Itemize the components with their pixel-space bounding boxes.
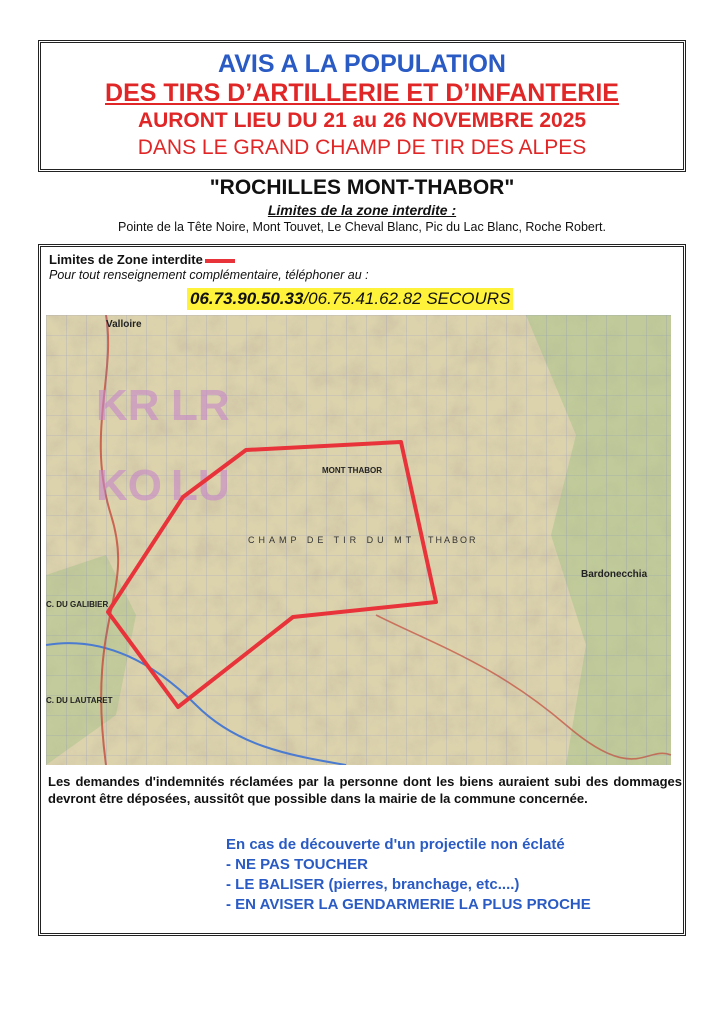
map-label-galibier: C. DU GALIBIER: [46, 600, 109, 609]
header-line-4: DANS LE GRAND CHAMP DE TIR DES ALPES: [137, 136, 587, 159]
warning-item-3: - EN AVISER LA GENDARMERIE LA PLUS PROCHE: [226, 896, 591, 913]
legend-line-swatch: [205, 259, 235, 263]
header-line-2: DES TIRS D’ARTILLERIE ET D’INFANTERIE: [105, 79, 619, 107]
warning-item-1: - NE PAS TOUCHER: [226, 856, 368, 873]
map-label-ko: KO: [96, 461, 162, 510]
map-label-bardonecchia: Bardonecchia: [581, 569, 648, 580]
phone-numbers[interactable]: [187, 288, 513, 310]
map-label-thabor: THABOR: [428, 535, 478, 545]
limits-heading: Limites de la zone interdite :: [267, 202, 457, 218]
legend-label: Limites de Zone interdite: [49, 252, 203, 267]
map-label-mont-thabor: MONT THABOR: [322, 466, 382, 475]
header-box: [38, 40, 686, 172]
main-box: [38, 244, 686, 936]
phone-main[interactable]: 06.73.90.50.33: [190, 289, 304, 308]
warning-item-2: - LE BALISER (pierres, branchage, etc....): [226, 876, 520, 893]
map-svg: [46, 315, 671, 765]
indemnities-notice: Les demandes d'indemnités réclamées par la personne dont les biens auraient subi des dommages devront être déposées, aussitôt que possible dans la mairie de la commune concernée.: [48, 774, 682, 806]
legend: [49, 252, 235, 267]
info-text: Pour tout renseignement complémentaire, téléphoner au :: [49, 268, 369, 282]
map-label-champ-de-tir: CHAMP DE TIR DU MT: [248, 535, 416, 545]
phone-secours[interactable]: /06.75.41.62.82 SECOURS: [303, 289, 511, 308]
map-label-lu: LU: [171, 461, 230, 510]
header-line-1: AVIS A LA POPULATION: [218, 50, 506, 78]
topographic-map: [46, 315, 671, 765]
map-label-kr: KR: [96, 381, 160, 430]
header-line-3: AURONT LIEU DU 21 au 26 NOVEMBRE 2025: [137, 109, 587, 132]
projectile-warning: [226, 835, 591, 915]
map-label-lr: LR: [171, 381, 230, 430]
map-label-lautaret: C. DU LAUTARET: [46, 696, 113, 705]
map-label-valloire: Valloire: [106, 319, 142, 330]
zone-title: "ROCHILLES MONT-THABOR": [209, 176, 515, 199]
warning-title: En cas de découverte d'un projectile non éclaté: [226, 836, 565, 853]
limits-list: Pointe de la Tête Noire, Mont Touvet, Le Cheval Blanc, Pic du Lac Blanc, Roche Robert.: [117, 220, 606, 234]
